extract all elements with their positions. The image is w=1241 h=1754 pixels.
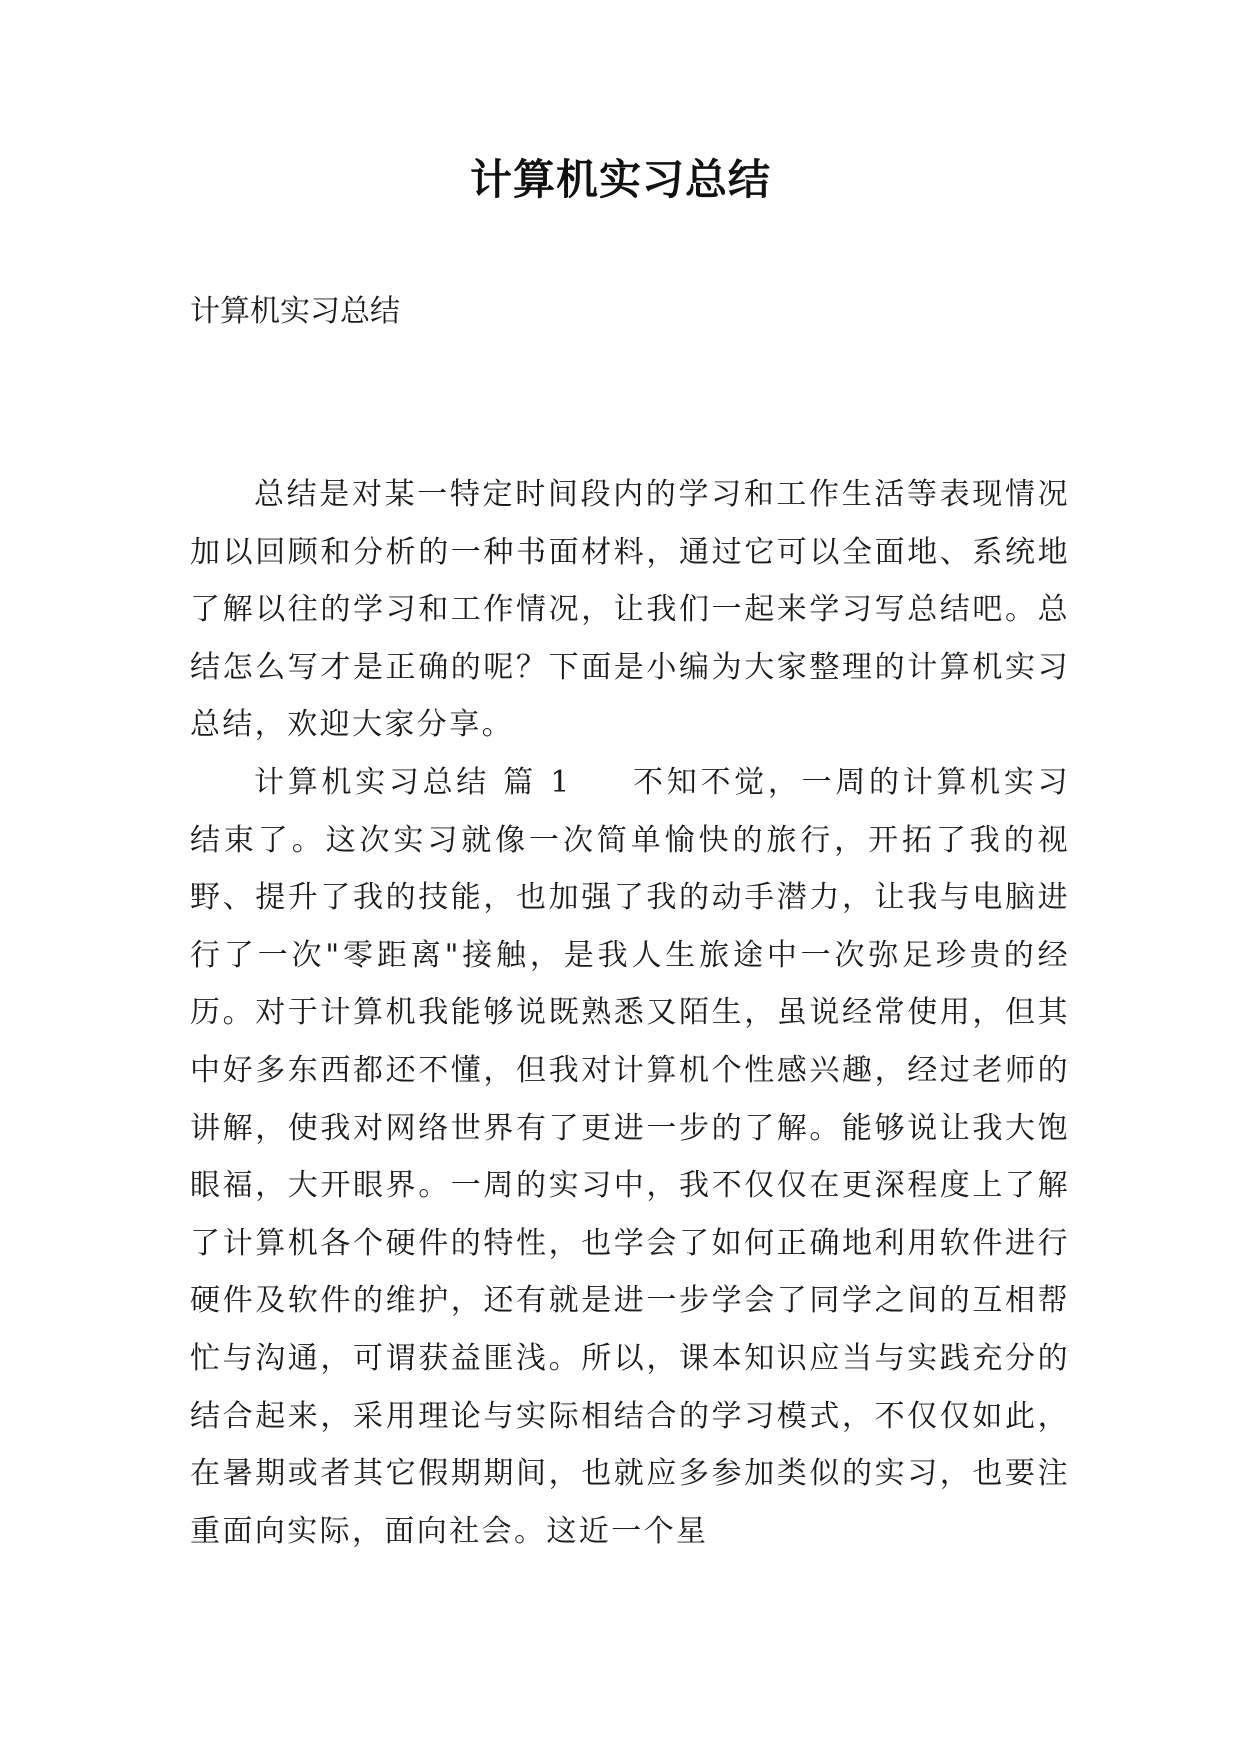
section-1-body: 不知不觉，一周的计算机实习结束了。这次实习就像一次简单愉快的旅行，开拓了我的视野、提升了我的技能，也加强了我的动手潜力，让我与电脑进行了一次"零距离"接触，是我人生旅途中一次弥足珍贵的经历。对于计算机我能够说既熟悉又陌生，虽说经常使用，但其中好多东西都还不懂，但我对计算机个性感兴趣，经过老师的讲解，使我对网络世界有了更进一步的了解。能够说让我大饱眼福，大开眼界。一周的实习中，我不仅仅在更深程度上了解了计算机各个硬件的特性，也学会了如何正确地利用软件进行硬件及软件的维护，还有就是进一步学会了同学之间的互相帮忙与沟通，可谓获益匪浅。所以，课本知识应当与实践充分的结合起来，采用理论与实际相结合的学习模式，不仅仅如此，在暑期或者其它假期期间，也就应多参加类似的实习，也要注重面向实际，面向社会。这近一个星 — [190, 765, 1071, 1549]
section-1-paragraph — [190, 754, 1070, 1560]
section-1-heading: 计算机实习总结 篇 1 — [254, 765, 572, 800]
document-subtitle: 计算机实习总结 — [190, 294, 400, 329]
intro-paragraph: 总结是对某一特定时间段内的学习和工作生活等表现情况加以回顾和分析的一种书面材料，通过它可以全面地、系统地了解以往的学习和工作情况，让我们一起来学习写总结吧。总结怎么写才是正确的呢？下面是小编为大家整理的计算机实习总结，欢迎大家分享。 — [190, 477, 1070, 743]
document-title: 计算机实习总结 — [469, 155, 771, 204]
